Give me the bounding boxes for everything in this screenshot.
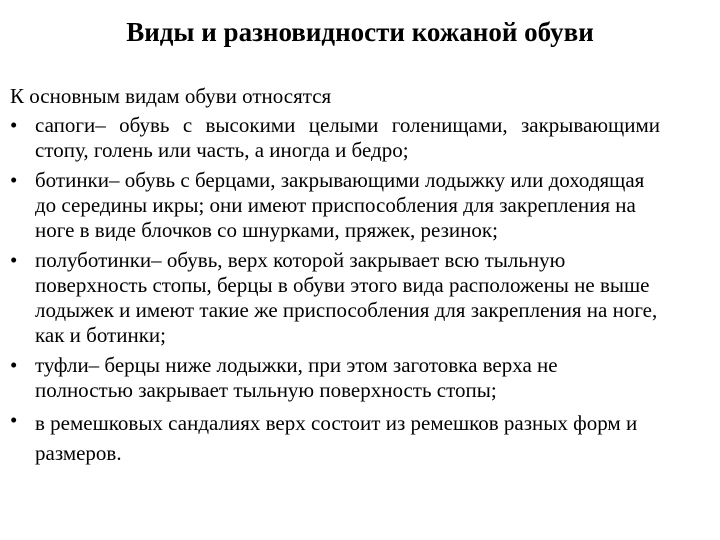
slide-title: Виды и разновидности кожаной обуви xyxy=(126,17,594,47)
shoe-types-list xyxy=(10,113,660,468)
bullet-icon: • xyxy=(10,168,18,192)
intro-text: К основным видам обуви относятся xyxy=(10,84,332,108)
list-item-text: сапоги– обувь с высокими целыми голенищами, закрывающими стопу, голень или часть, а иногда и бедро; xyxy=(35,113,660,162)
list-item-text: ботинки– обувь с берцами, закрывающими лодыжку или доходящая до середины икры; они имеют приспособления для закрепления на ноге в виде блочков со шнурками, пряжек, резинок; xyxy=(35,168,645,242)
bullet-icon: • xyxy=(10,408,18,432)
bullet-icon: • xyxy=(10,248,18,272)
bullet-icon: • xyxy=(10,113,18,137)
list-item-text: в ремешковых сандалиях верх состоит из ремешков разных форм и размеров. xyxy=(35,411,638,465)
list-item xyxy=(10,248,660,348)
list-item xyxy=(10,353,660,403)
list-item-text: туфли– берцы ниже лодыжки, при этом заготовка верха не полностью закрывает тыльную поверхность стопы; xyxy=(35,353,558,402)
list-item xyxy=(10,113,660,163)
bullet-icon: • xyxy=(10,353,18,377)
list-item xyxy=(10,168,660,243)
list-item xyxy=(10,408,660,468)
list-item-text: полуботинки– обувь, верх которой закрывает всю тыльную поверхность стопы, берцы в обуви этого вида расположены не выше лодыжек и имеют такие же приспособления для закрепления на ноге, как и ботинки; xyxy=(35,248,658,347)
